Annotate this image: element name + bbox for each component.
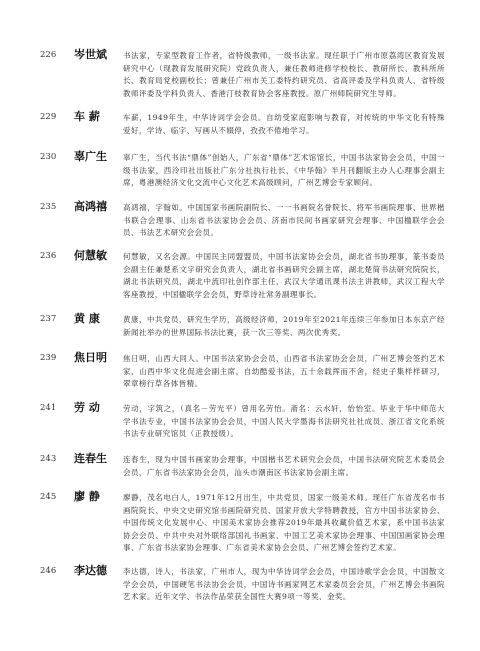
entry-bio: 黄康，中共党员，研究生学历，高级经济师，2019年至2021年连续三年参加日本东京产经新闻社举办的世界国际书法比赛，获一次三等奖、两次优秀奖。 (123, 315, 445, 337)
entry-name: 何慧敏 (74, 249, 107, 262)
entry-name: 连春生 (74, 452, 107, 465)
entry-bio: 连春生，现为中国书画家协会理事，中国楷书艺术研究会会员，中国书法研究院艺术委员会会员，广东省书法家协会会员，汕头市潮南区书法家协会副主席。 (123, 455, 445, 477)
entry-bio: 书法家，专家型教育工作者，省特级教师，一级书法家。现任职于广州市原荔湾区教育发展研究中心（现教育发展研究院）党政负责人，兼任教师进修学校校长、教研所长、教科所所长、教育局党校副校长；曾兼任广州市关工委特约研究员、省高评委及学科负责人、省特级教师评委及学科负责人、香港汀枝教育协会客座教授。原广州师院研究生导师。 (123, 51, 445, 98)
entry-number: 237 (40, 314, 57, 324)
entry-name: 廖 静 (74, 490, 100, 503)
entry-bio: 辜广生，当代书法“鼎体”创始人，广东省“鼎体”艺术馆馆长，中国书法家协会会员，中国一级书法家，西泠印社出版社广东分社执行社长，《中华翰》半月刊翻版主办人心理事会副主席，粤港澳经济文化交流中心文化艺术高级顾问，广州艺博会专家顾问。 (123, 153, 445, 187)
entry-number: 241 (40, 403, 57, 413)
entry-number: 226 (40, 50, 57, 60)
entry-number: 239 (40, 353, 57, 363)
entry-bio: 劳动，字筑之，（真名－劳光平）曾用名劳怡。斋名：云水轩，怡怡室。毕业于华中师范大学书法专业，中国书法家协会会员，中国人民大学墨海书法研究社社成员、浙江省文化系统书法专业研究馆员（正教授级）。 (123, 404, 445, 438)
entry-name: 车 薪 (74, 110, 100, 123)
entry-name: 李达德 (74, 564, 107, 577)
entry-bio: 高鸿禧，字翰如。中国国家书画院副院长、一一书画院名誉院长、将军书画院理事、世界楷书联合会理事、山东省书法家协会会员、济南市民间书画家研究会理事、中国楹联学会会员、书法艺术研究会会员。 (123, 203, 445, 237)
entry-name: 劳 动 (74, 401, 100, 414)
entry-name: 焦日明 (74, 351, 107, 364)
entry-number: 230 (40, 152, 57, 162)
entry-number: 235 (40, 202, 57, 212)
entry-name: 高鸿禧 (74, 200, 107, 213)
entry-bio: 李达德，诗人，书法家，广州市人，现为中华诗词学会会员，中国诗歌学会会员，中国散文学会会员，中国硬笔书法协会会员，中国诗书画家网艺术家委员会会员，广州艺博会书画院艺术家。近年文学、书法作品荣获全国性大赛9项一等奖、金奖。 (123, 567, 445, 601)
entry-number: 229 (40, 112, 57, 122)
entry-name: 黄 康 (74, 312, 100, 325)
entry-bio: 何慧敏，又名会源。中国民主同盟盟员，中国书法家协会会员，湖北省书协理事，篆书委员会副主任兼楚系文字研究会负责人，湖北省书画研究会副主席，湖北楚简书法研究院院长，湖北书法研究员，湖北中流印社创作部主任，武汉大学通讯课书法主讲教师，武汉工程大学客座教授，中国楹联学会会员，野草诗社常务副理事长。 (123, 252, 445, 299)
entry-bio: 廖静，茂名电白人，1971年12月出生，中共党员，国家一级美术师。现任广东省茂名市书画院院长、中央文史研究馆书画院研究员、国家开放大学特聘教授，官方中国书法家协会、中国传统文化发展中心、中国美术家协会推荐2019年最具收藏价值艺术家，系中国书法家协会会员、中共中央对外联络部国礼书画家、中国工艺美术家协会理事、中国国画家协会理事、广东省书法家协会理事、广东省美术家协会会员、广州艺博会签约艺术家。 (123, 493, 445, 552)
entry-number: 245 (40, 492, 57, 502)
entry-bio: 车薪，1949年生，中华诗词学会会员。自幼受家庭影响与教育，对传统的中华文化有特殊爱好，学诗、临字、写画从不辍停，孜孜不倦地学习。 (123, 113, 445, 135)
entry-name: 辜广生 (74, 150, 107, 163)
entry-bio: 焦日明，山西大同人。中国书法家协会会员，山西省书法家协会会员，广州艺博会签约艺术家，山西中华文化促进会副主席，自幼酷爱书法，五十余载挥而不舍，经史子集样样研习，翠章榜行草各体皆精。 (123, 354, 445, 388)
entry-number: 246 (40, 566, 57, 576)
entry-name: 岑世斌 (74, 48, 107, 61)
entry-number: 243 (40, 454, 57, 464)
entry-number: 236 (40, 251, 57, 261)
